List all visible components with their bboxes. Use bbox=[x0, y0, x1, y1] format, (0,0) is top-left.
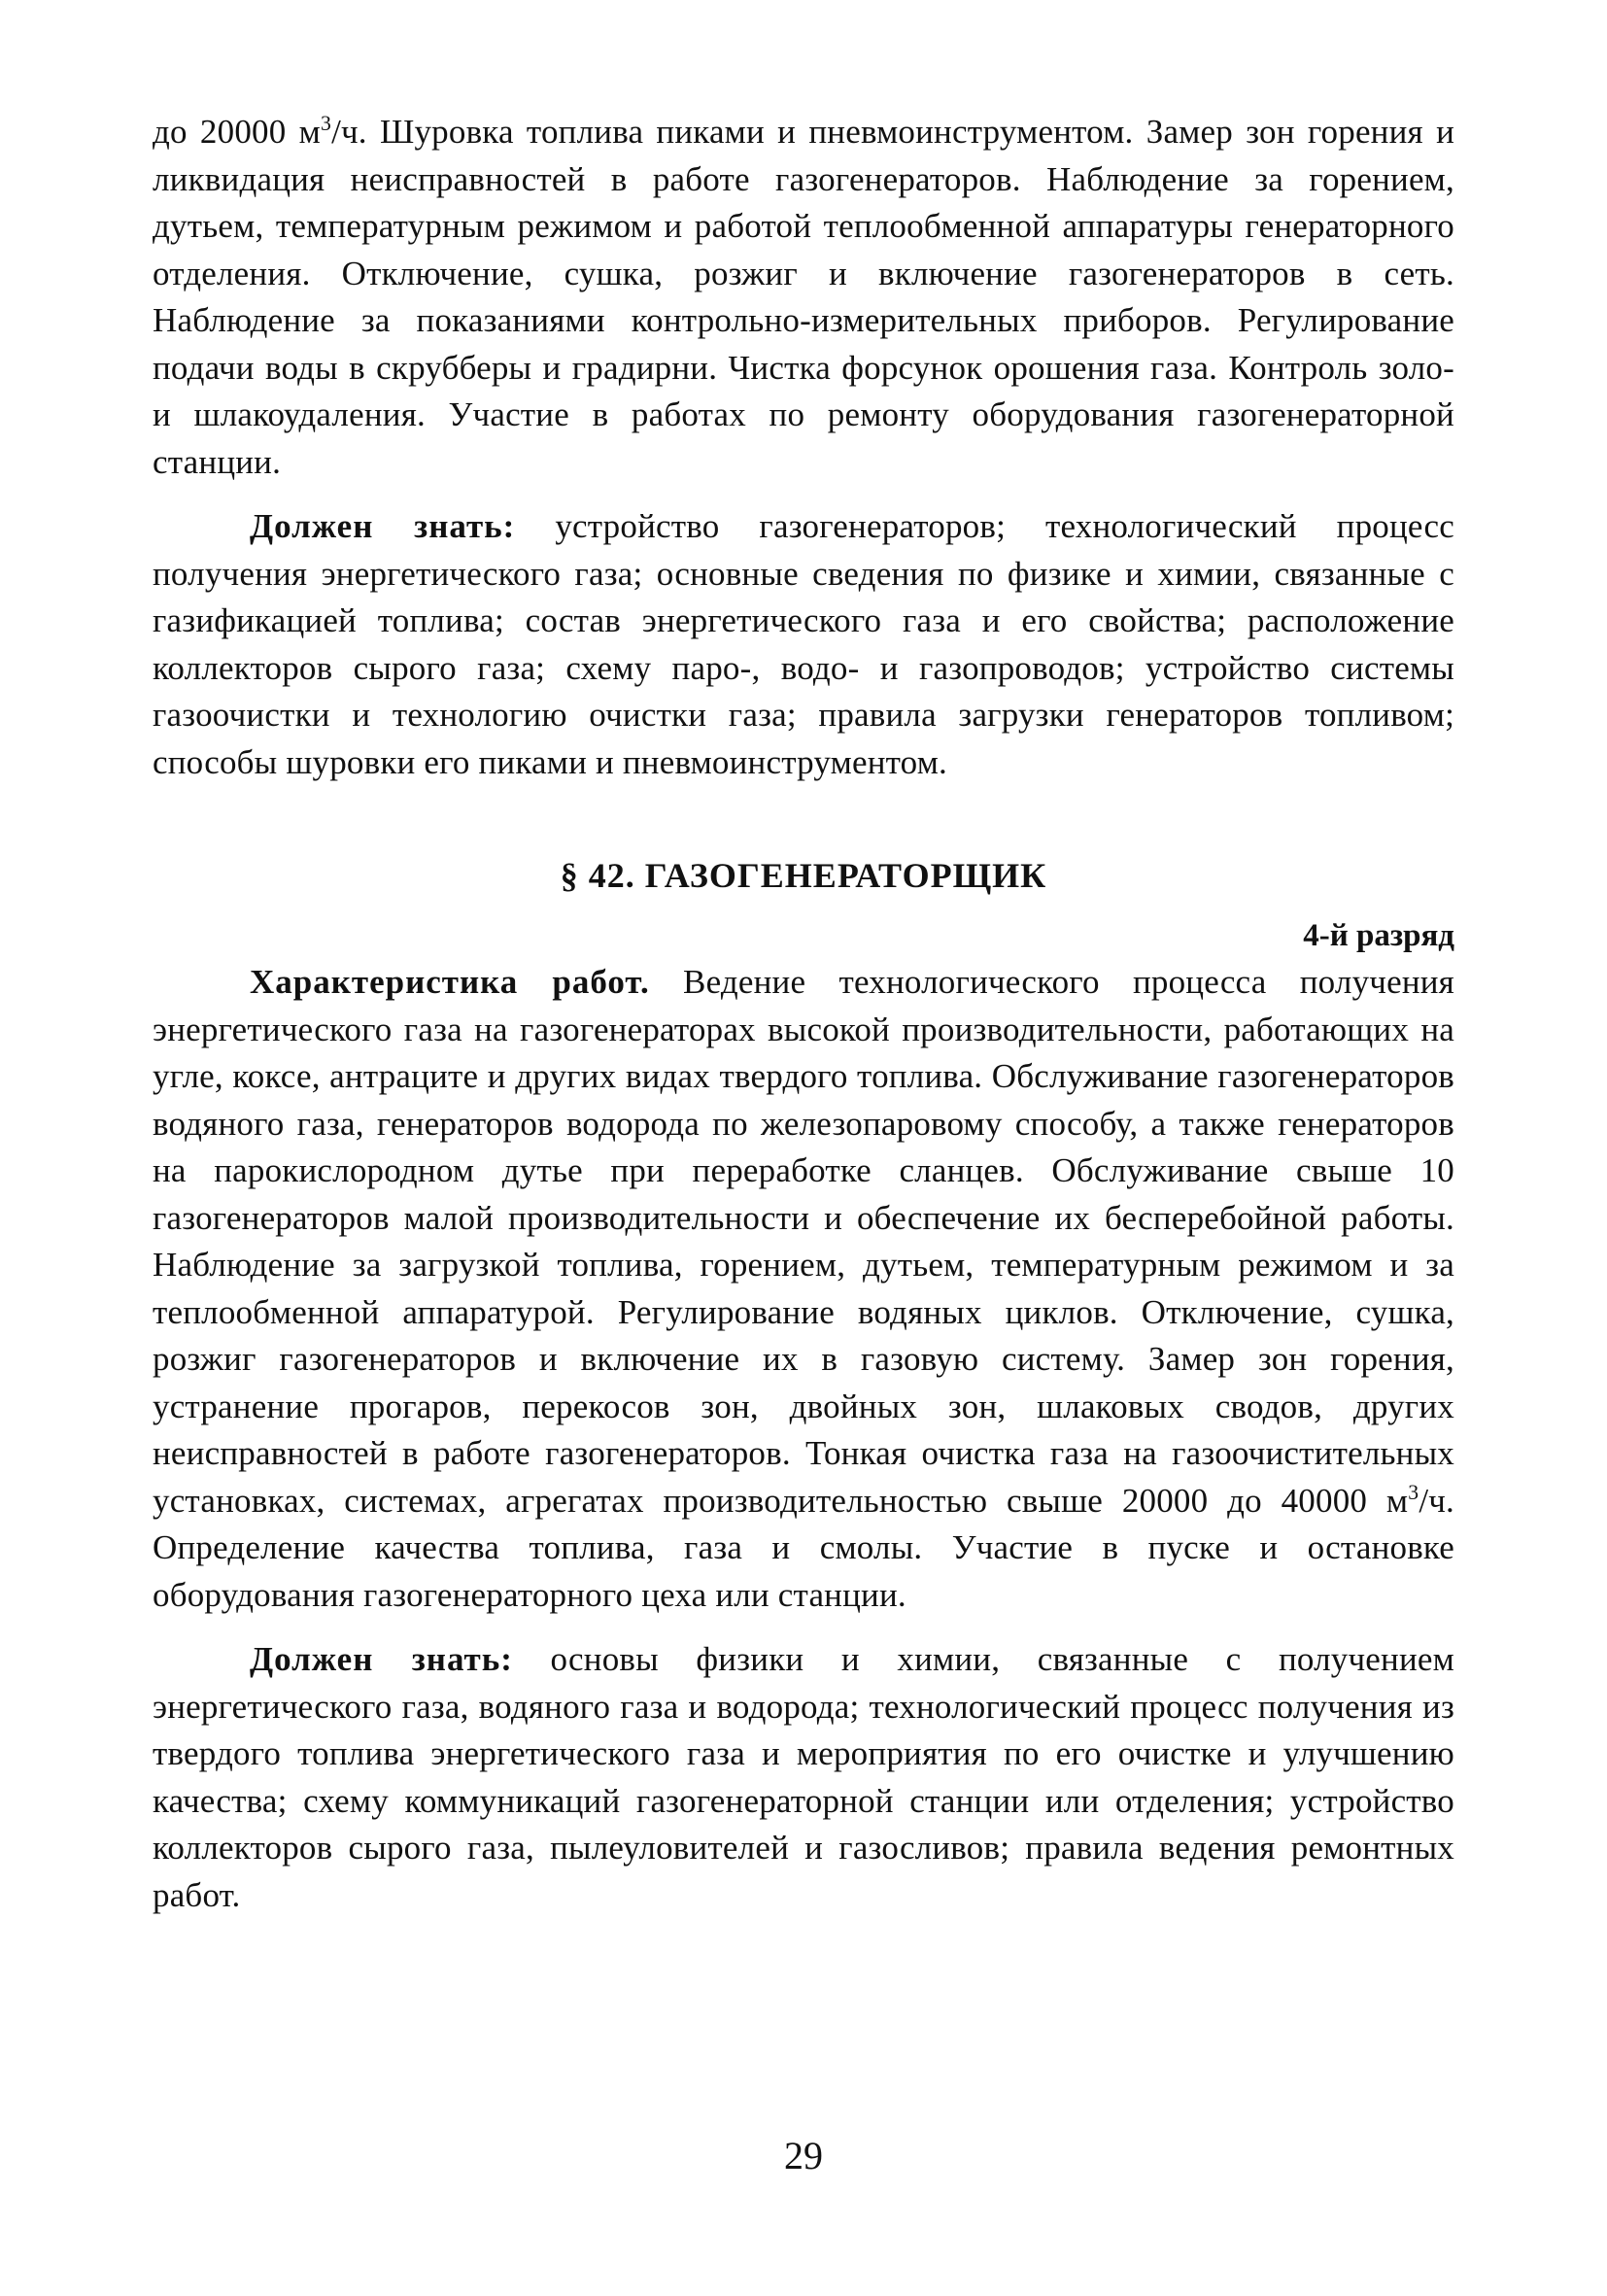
grade-label: 4-й разряд bbox=[1303, 918, 1454, 953]
paragraph-must-know-grade4 bbox=[153, 1636, 1454, 1919]
section-heading: § 42. ГАЗОГЕНЕРАТОРЩИК bbox=[560, 856, 1047, 895]
text-segment: до 20000 м bbox=[153, 113, 322, 151]
paragraph-lead-label: Должен знать: bbox=[250, 507, 516, 545]
paragraph-lead-label: Характеристика работ. bbox=[250, 963, 650, 1001]
paragraph-lead-label: Должен знать: bbox=[250, 1640, 513, 1678]
paragraph-work-characteristics bbox=[153, 959, 1454, 1619]
paragraph-must-know-grade3 bbox=[153, 503, 1454, 786]
superscript: 3 bbox=[321, 111, 332, 135]
text-segment: устройство газогенераторов; технологический процесс получения энергетического газа; основные сведения по физике и химии, связанные с газификацией топлива; состав энергетического газа и его свойства; расположение коллекторов сырого газа; схему паро-, водо- и газопроводов; устройство системы газоочистки и технологию очистки газа; правила загрузки генераторов топливом; способы шуровки его пиками и пневмоинструментом. bbox=[153, 507, 1455, 781]
text-segment: основы физики и химии, связанные с получением энергетического газа, водяного газа и водорода; технологический процесс получения из твердого топлива энергетического газа и мероприятия по его очистке и улучшению качества; схему коммуникаций газогенераторной станции или отделения; устройство коллекторов сырого газа, пылеуловителей и газосливов; правила ведения ремонтных работ. bbox=[153, 1640, 1454, 1914]
page-number: 29 bbox=[784, 2134, 823, 2177]
text-segment: /ч. Определение качества топлива, газа и смолы. Участие в пуске и остановке оборудования газогенераторного цеха или станции. bbox=[153, 1481, 1454, 1614]
superscript: 3 bbox=[1408, 1480, 1419, 1504]
text-segment: /ч. Шуровка топлива пиками и пневмоинструментом. Замер зон горения и ликвидация неисправностей в работе газогенераторов. Наблюдение за горением, дутьем, температурным режимом и работой теплообменной аппаратуры генераторного отделения. Отключение, сушка, розжиг и включение газогенераторов в сеть. Наблюдение за показаниями контрольно-измерительных приборов. Регулирование подачи воды в скрубберы и градирни. Чистка форсунок орошения газа. Контроль золо- и шлакоудаления. Участие в работах по ремонту оборудования газогенераторной станции. bbox=[153, 113, 1454, 481]
paragraph-continued-work-description bbox=[153, 109, 1454, 486]
document-page bbox=[153, 109, 1454, 1919]
text-segment: Ведение технологического процесса получения энергетического газа на газогенераторах высокой производительности, работающих на угле, коксе, антраците и других видах твердого топлива. Обслуживание газогенераторов водяного газа, генераторов водорода по железопаровому способу, а также генераторов на парокислородном дутье при переработке сланцев. Обслуживание свыше 10 газогенераторов малой производительности и обеспечение их бесперебойной работы. Наблюдение за загрузкой топлива, горением, дутьем, температурным режимом и за теплообменной аппаратурой. Регулирование водяных циклов. Отключение, сушка, розжиг газогенераторов и включение их в газовую систему. Замер зон горения, устранение прогаров, перекосов зон, двойных зон, шлаковых сводов, других неисправностей в работе газогенераторов. Тонкая очистка газа на газоочистительных установках, системах, агрегатах производительностью свыше 20000 до 40000 м bbox=[153, 963, 1454, 1520]
